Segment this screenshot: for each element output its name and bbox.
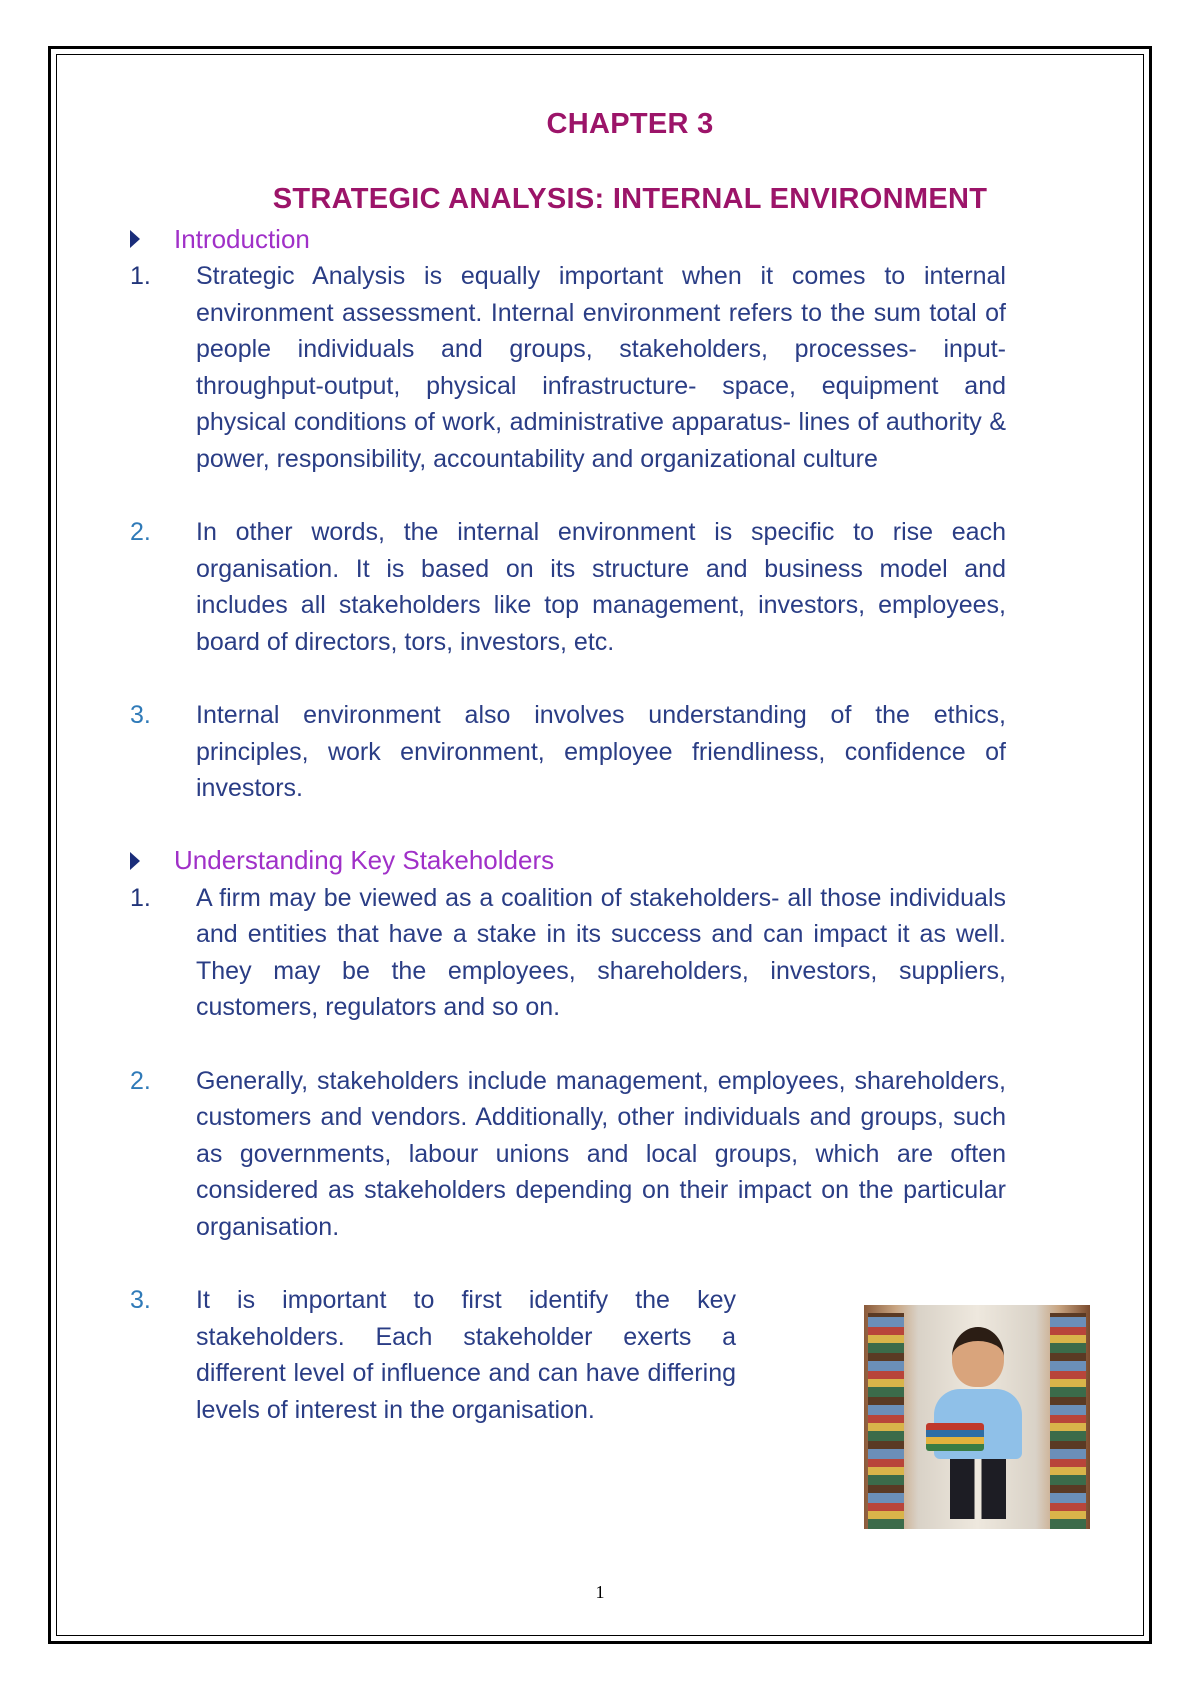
triangle-right-icon [130,230,140,248]
chapter-heading: CHAPTER 3 [546,108,714,140]
list-item-number: 1. [130,883,151,912]
triangle-right-icon [130,852,140,870]
bookshelf-left [868,1313,904,1529]
list-item-text: In other words, the internal environment is specific to rise each organisation. It is based on its structure and business model and includes all stakeholders like top management, investors, employees, board of directors, tors, investors, etc. [196,518,1006,656]
page-content [130,108,1130,1465]
list-item-text: Internal environment also involves understanding of the ethics, principles, work environment, employee friendliness, confidence of investors. [196,701,1006,802]
section-heading-label: Understanding Key Stakeholders [174,845,555,875]
page-number: 1 [595,1582,605,1602]
list-item [130,697,1130,807]
section-heading-introduction [130,222,1130,256]
list-item [130,258,1130,477]
bookshelf-right [1050,1313,1086,1529]
list-item [130,514,1130,660]
list-item-number: 2. [130,518,151,546]
list-item-text: It is important to first identify the key stakeholders. Each stakeholder exerts a different level of influence and can have differing levels of interest in the organisation. [196,1286,736,1424]
book-stack [926,1423,984,1451]
section-heading-stakeholders [130,844,1130,878]
person-head [952,1327,1004,1387]
page-title: STRATEGIC ANALYSIS: INTERNAL ENVIRONMENT [272,183,988,215]
introduction-list [130,258,1130,807]
person-legs [950,1459,1006,1519]
list-item-number: 3. [130,1286,151,1314]
list-item-text: Strategic Analysis is equally important when it comes to internal environment assessment. Internal environment refers to the sum total of people individuals and groups, stakeholders, processes- input-throughput-output, physical infrastructure- space, equipment and physical conditions of work, administrative apparatus- lines of authority & power, responsibility, accountability and organizational culture [196,262,1006,473]
list-item-text: A firm may be viewed as a coalition of stakeholders- all those individuals and entities that have a stake in its success and can impact it as well. They may be the employees, shareholders, investors, suppliers, customers, regulators and so on. [196,883,1006,1021]
list-item-number: 3. [130,701,151,729]
list-item-number: 1. [130,262,151,290]
library-caricature-image [864,1305,1090,1529]
list-item [130,1063,1130,1246]
list-item-number: 2. [130,1066,151,1095]
section-heading-label: Introduction [174,223,310,254]
list-item [130,880,1130,1026]
list-item-text: Generally, stakeholders include management, employees, shareholders, customers and vendors. Additionally, other individuals and groups, such as governments, labour unions and local groups, which are often considered as stakeholders depending on their impact on the particular organisation. [196,1066,1006,1241]
